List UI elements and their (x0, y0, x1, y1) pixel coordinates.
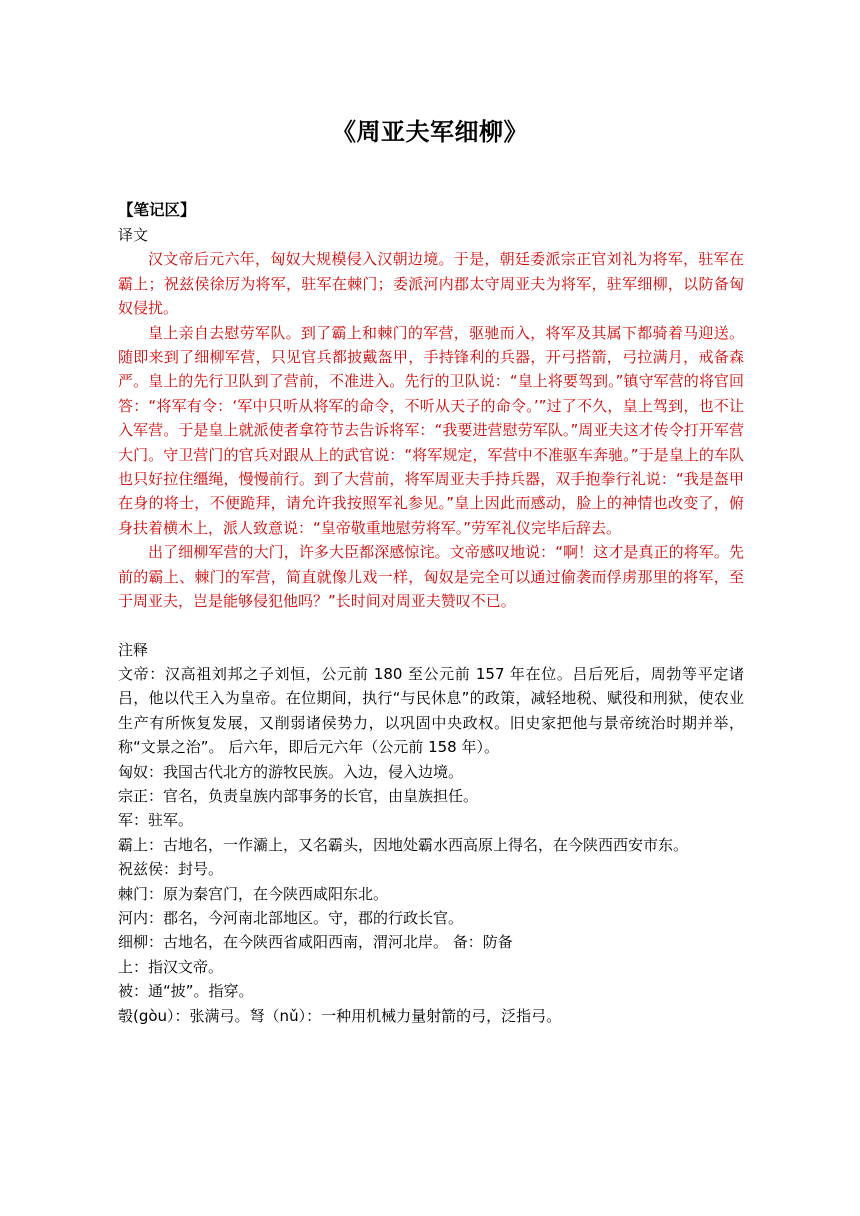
annotation-item: 上：指汉文帝。 (118, 957, 224, 976)
annotation-item: 被：通“披”。指穿。 (118, 982, 254, 1001)
annotation-item: 祝兹侯：封号。 (118, 860, 224, 879)
annotations-label: 注释 (118, 640, 149, 659)
translation-paragraph: 皇上亲自去慰劳军队。到了霸上和棘门的军营，驱驰而入，将军及其属下都骑着马迎送。随即来到了细柳军营，只见官兵都披戴盔甲，手持锋利的兵器，开弓搭箭，弓拉满月，戒备森严。皇上的先行卫队到了营前，不准进入。先行的卫队说：“皇上将要驾到。”镇守军营的将官回答：“将军有令：‘军中只听从将军的命令，不听从天子的命令。’”过了不久，皇上驾到，也不让入军营。于是皇上就派使者拿符节去告诉将军：“我要进营慰劳军队。”周亚夫这才传令打开军营大门。守卫营门的官兵对跟从上的武官说：“将军规定，军营中不准驱车奔驰。”于是皇上的车队也只好拉住缰绳，慢慢前行。到了大营前，将军周亚夫手持兵器，双手抱拳行礼说：“我是盔甲在身的将士，不便跪拜，请允许我按照军礼参见。”皇上因此而感动，脸上的神情也改变了，俯身扶着横木上，派人致意说：“皇帝敬重地慰劳将军。”劳军礼仪完毕后辞去。 (118, 323, 744, 537)
document-title: 《周亚夫军细柳》 (332, 118, 528, 146)
annotation-item: 细柳：古地名，在今陕西省咸阳西南，渭河北岸。 备：防备 (118, 933, 513, 952)
annotation-item: 宗正：官名，负责皇族内部事务的长官，由皇族担任。 (118, 786, 479, 805)
annotation-item: 霸上：古地名，一作灞上，又名霸头，因地处霸水西高原上得名，在今陕西西安市东。 (118, 835, 689, 854)
notes-section-header: 【笔记区】 (118, 201, 196, 219)
annotation-item: 匈奴：我国古代北方的游牧民族。入边，侵入边境。 (118, 762, 464, 781)
document-content (118, 197, 744, 1028)
translation-paragraph: 汉文帝后元六年，匈奴大规模侵入汉朝边境。于是，朝廷委派宗正官刘礼为将军，驻军在霸上；祝兹侯徐厉为将军，驻军在棘门；委派河内郡太守周亚夫为将军，驻军细柳，以防备匈奴侵扰。 (118, 250, 744, 318)
spacer (118, 614, 744, 638)
annotation-item: 棘门：原为秦宫门，在今陕西咸阳东北。 (118, 884, 389, 903)
annotation-item: 河内：郡名，今河南北部地区。守，郡的行政长官。 (118, 908, 464, 927)
translation-label: 译文 (118, 226, 149, 244)
annotation-item: 彀(gòu）：张满弓。弩（nǔ）：一种用机械力量射箭的弓，泛指弓。 (118, 1006, 562, 1025)
translation-paragraph: 出了细柳军营的大门，许多大臣都深感惊诧。文帝感叹地说：“啊！这才是真正的将军。先前的霸上、棘门的军营，简直就像儿戏一样，匈奴是完全可以通过偷袭而俘虏那里的将军，至于周亚夫，岂是能够侵犯他吗？”长时间对周亚夫赞叹不已。 (118, 543, 744, 611)
annotation-item: 军：驻军。 (118, 811, 194, 830)
annotation-item: 文帝：汉高祖刘邦之子刘恒，公元前 180 至公元前 157 年在位。吕后死后，周勃等平定诸吕，他以代王入为皇帝。在位期间，执行“与民休息”的政策，减轻地税、赋役和刑狱，使农业生产有所恢复发展，又削弱诸侯势力，以巩固中央政权。旧史家把他与景帝统治时期并举，称“文景之治”。 后六年，即后元六年（公元前 158 年）。 (118, 664, 744, 757)
